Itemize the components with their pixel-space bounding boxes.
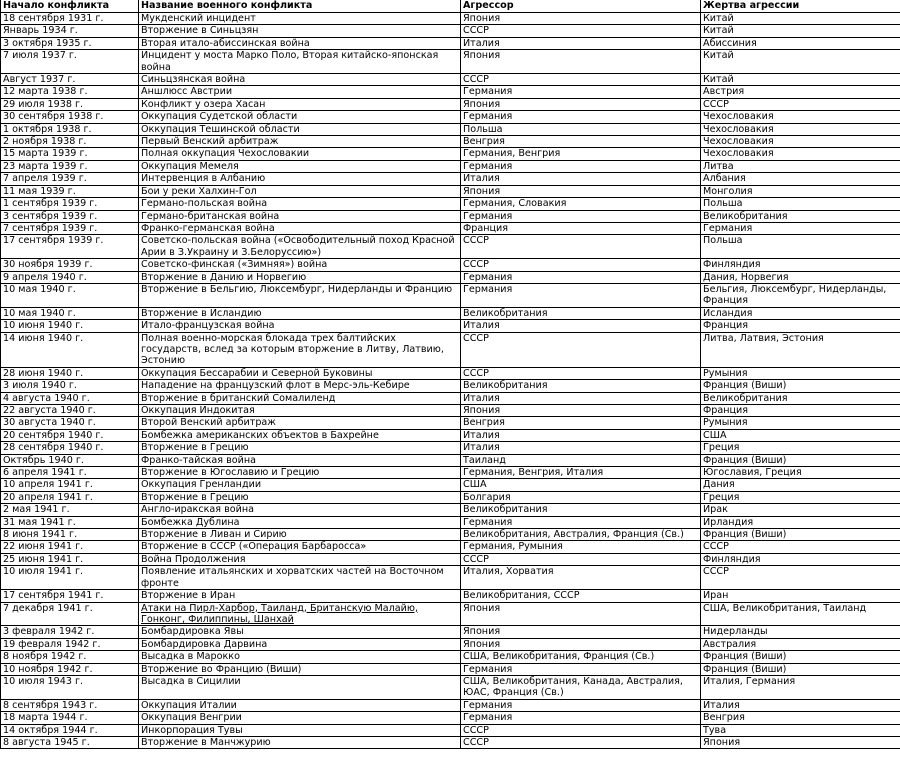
table-row	[1, 332, 900, 367]
cell-victim: СССР	[701, 98, 900, 110]
cell-conflict-name: Бомбардировка Явы	[139, 626, 461, 638]
cell-start-date: 28 июня 1940 г.	[1, 367, 139, 379]
cell-start-date: Январь 1934 г.	[1, 25, 139, 37]
cell-conflict-name: Полная оккупация Чехословакии	[139, 148, 461, 160]
table-row	[1, 442, 900, 454]
cell-conflict-name: Аншлюсс Австрии	[139, 86, 461, 98]
table-row	[1, 566, 900, 590]
cell-start-date: 10 апреля 1941 г.	[1, 479, 139, 491]
table-row	[1, 602, 900, 626]
cell-start-date: 30 сентября 1938 г.	[1, 111, 139, 123]
cell-conflict-name: Вторжение в Югославию и Грецию	[139, 467, 461, 479]
table-row	[1, 417, 900, 429]
cell-victim: Югославия, Греция	[701, 467, 900, 479]
cell-aggressor: Германия	[461, 699, 701, 711]
cell-start-date: 4 августа 1940 г.	[1, 392, 139, 404]
table-body	[1, 13, 900, 749]
cell-aggressor: Италия	[461, 392, 701, 404]
table-row	[1, 541, 900, 553]
cell-victim: Франция (Виши)	[701, 651, 900, 663]
cell-aggressor: Германия, Румыния	[461, 541, 701, 553]
cell-start-date: 20 сентября 1940 г.	[1, 429, 139, 441]
cell-aggressor: Италия	[461, 442, 701, 454]
cell-aggressor: СССР	[461, 367, 701, 379]
cell-start-date: 30 ноября 1939 г.	[1, 259, 139, 271]
cell-conflict-name: Появление итальянских и хорватских частей на Восточном фронте	[139, 566, 461, 590]
table-row	[1, 86, 900, 98]
cell-victim: Чехословакия	[701, 136, 900, 148]
table-row	[1, 736, 900, 748]
cell-aggressor: Германия	[461, 283, 701, 307]
cell-conflict-name: Оккупация Бессарабии и Северной Буковины	[139, 367, 461, 379]
table-row	[1, 173, 900, 185]
header-row	[1, 0, 900, 13]
cell-conflict-name: Инкорпорация Тувы	[139, 724, 461, 736]
cell-aggressor: Германия, Венгрия	[461, 148, 701, 160]
cell-start-date: 8 июня 1941 г.	[1, 529, 139, 541]
cell-victim: Франция (Виши)	[701, 663, 900, 675]
cell-victim: Китай	[701, 50, 900, 74]
cell-victim: Албания	[701, 173, 900, 185]
cell-conflict-name: Война Продолжения	[139, 553, 461, 565]
cell-aggressor: Великобритания, СССР	[461, 590, 701, 602]
cell-conflict-name: Нападение на французский флот в Мерс-эль-Кебире	[139, 380, 461, 392]
cell-start-date: 1 сентября 1939 г.	[1, 198, 139, 210]
cell-aggressor: Италия, Хорватия	[461, 566, 701, 590]
cell-victim: Чехословакия	[701, 148, 900, 160]
cell-start-date: 3 февраля 1942 г.	[1, 626, 139, 638]
cell-victim: Финляндия	[701, 553, 900, 565]
cell-conflict-name: Вторжение в СССР («Операция Барбаросса»	[139, 541, 461, 553]
cell-conflict-name: Инцидент у моста Марко Поло, Вторая китайско-японская война	[139, 50, 461, 74]
cell-aggressor: Германия	[461, 663, 701, 675]
cell-start-date: 8 сентября 1943 г.	[1, 699, 139, 711]
cell-aggressor: Великобритания, Австралия, Франция (Св.)	[461, 529, 701, 541]
cell-conflict-name: Вторжение в Иран	[139, 590, 461, 602]
cell-victim: Чехословакия	[701, 123, 900, 135]
cell-aggressor: США, Великобритания, Франция (Св.)	[461, 651, 701, 663]
cell-aggressor: Германия, Словакия	[461, 198, 701, 210]
cell-victim: Германия	[701, 222, 900, 234]
cell-conflict-name: Вторжение в британский Сомалиленд	[139, 392, 461, 404]
cell-victim: Венгрия	[701, 712, 900, 724]
table-row	[1, 148, 900, 160]
table-row	[1, 491, 900, 503]
cell-aggressor: Италия	[461, 173, 701, 185]
cell-start-date: 10 июля 1941 г.	[1, 566, 139, 590]
cell-victim: Австралия	[701, 638, 900, 650]
table-row	[1, 651, 900, 663]
header-conflict-name: Название военного конфликта	[139, 0, 461, 13]
table-row	[1, 271, 900, 283]
table-row	[1, 25, 900, 37]
cell-conflict-name: Оккупация Италии	[139, 699, 461, 711]
cell-start-date: 17 сентября 1941 г.	[1, 590, 139, 602]
table-row	[1, 13, 900, 25]
cell-victim: Франция (Виши)	[701, 380, 900, 392]
cell-conflict-name: Вторжение в Данию и Норвегию	[139, 271, 461, 283]
table-row	[1, 307, 900, 319]
cell-start-date: 17 сентября 1939 г.	[1, 235, 139, 259]
cell-start-date: 9 апреля 1940 г.	[1, 271, 139, 283]
table-row	[1, 712, 900, 724]
cell-conflict-name: Германо-британская война	[139, 210, 461, 222]
cell-conflict-name: Вторжение в Грецию	[139, 491, 461, 503]
cell-victim: Ирландия	[701, 516, 900, 528]
cell-start-date: 10 мая 1940 г.	[1, 307, 139, 319]
table-row	[1, 283, 900, 307]
table-row	[1, 479, 900, 491]
cell-aggressor: СССР	[461, 736, 701, 748]
cell-conflict-name: Высадка в Сицилии	[139, 675, 461, 699]
cell-victim: Франция (Виши)	[701, 454, 900, 466]
cell-aggressor: Франция	[461, 222, 701, 234]
table-row	[1, 392, 900, 404]
cell-victim: Великобритания	[701, 392, 900, 404]
cell-aggressor: США	[461, 479, 701, 491]
table-row	[1, 724, 900, 736]
cell-victim: Финляндия	[701, 259, 900, 271]
cell-conflict-name: Германо-польская война	[139, 198, 461, 210]
cell-start-date: 28 сентября 1940 г.	[1, 442, 139, 454]
table-header	[1, 0, 900, 13]
cell-start-date: Август 1937 г.	[1, 74, 139, 86]
cell-start-date: 2 ноября 1938 г.	[1, 136, 139, 148]
cell-start-date: 18 марта 1944 г.	[1, 712, 139, 724]
cell-victim: Тува	[701, 724, 900, 736]
cell-conflict-name: Второй Венский арбитраж	[139, 417, 461, 429]
cell-victim: Япония	[701, 736, 900, 748]
cell-start-date: 30 августа 1940 г.	[1, 417, 139, 429]
table-row	[1, 320, 900, 332]
cell-conflict-name: Первый Венский арбитраж	[139, 136, 461, 148]
cell-victim: Румыния	[701, 367, 900, 379]
table-row	[1, 50, 900, 74]
cell-aggressor: СССР	[461, 235, 701, 259]
table-row	[1, 111, 900, 123]
cell-aggressor: Венгрия	[461, 136, 701, 148]
table-row	[1, 454, 900, 466]
cell-conflict-name: Вторжение в Синьцзян	[139, 25, 461, 37]
cell-start-date: 14 июня 1940 г.	[1, 332, 139, 367]
cell-start-date: 10 ноября 1942 г.	[1, 663, 139, 675]
cell-conflict-name: Оккупация Гренландии	[139, 479, 461, 491]
cell-aggressor: Япония	[461, 638, 701, 650]
cell-start-date: 31 мая 1941 г.	[1, 516, 139, 528]
cell-start-date: 3 октября 1935 г.	[1, 37, 139, 49]
cell-victim: СССР	[701, 566, 900, 590]
cell-victim: Польша	[701, 235, 900, 259]
cell-aggressor: Япония	[461, 626, 701, 638]
header-aggressor: Агрессор	[461, 0, 701, 13]
cell-aggressor: Германия	[461, 86, 701, 98]
table-row	[1, 529, 900, 541]
cell-start-date: 1 октября 1938 г.	[1, 123, 139, 135]
cell-conflict-name: Синьцзянская война	[139, 74, 461, 86]
cell-conflict-name: Вторжение во Францию (Виши)	[139, 663, 461, 675]
cell-victim: США, Великобритания, Таиланд	[701, 602, 900, 626]
table-row	[1, 198, 900, 210]
cell-victim: Италия	[701, 699, 900, 711]
table-row	[1, 699, 900, 711]
table-row	[1, 516, 900, 528]
cell-conflict-name: Бомбардировка Дарвина	[139, 638, 461, 650]
cell-conflict-name: Вторжение в Грецию	[139, 442, 461, 454]
header-start-date: Начало конфликта	[1, 0, 139, 13]
cell-start-date: 18 сентября 1931 г.	[1, 13, 139, 25]
cell-aggressor: Германия	[461, 111, 701, 123]
cell-aggressor: Италия	[461, 320, 701, 332]
header-victim: Жертва агрессии	[701, 0, 900, 13]
cell-conflict-name: Англо-иракская война	[139, 504, 461, 516]
cell-victim: Франция (Виши)	[701, 529, 900, 541]
cell-start-date: 25 июня 1941 г.	[1, 553, 139, 565]
table-row	[1, 553, 900, 565]
cell-aggressor: СССР	[461, 553, 701, 565]
cell-start-date: Октябрь 1940 г.	[1, 454, 139, 466]
cell-victim: Франция	[701, 405, 900, 417]
cell-victim: США	[701, 429, 900, 441]
cell-conflict-name: Франко-германская война	[139, 222, 461, 234]
cell-aggressor: Япония	[461, 50, 701, 74]
cell-start-date: 19 февраля 1942 г.	[1, 638, 139, 650]
cell-aggressor: Япония	[461, 98, 701, 110]
cell-aggressor: Венгрия	[461, 417, 701, 429]
cell-conflict-name: Оккупация Индокитая	[139, 405, 461, 417]
cell-conflict-name: Оккупация Мемеля	[139, 160, 461, 172]
cell-start-date: 15 марта 1939 г.	[1, 148, 139, 160]
cell-aggressor: Япония	[461, 602, 701, 626]
cell-aggressor: Германия	[461, 271, 701, 283]
table-row	[1, 380, 900, 392]
cell-conflict-name: Бомбежка американских объектов в Бахрейне	[139, 429, 461, 441]
table-row	[1, 405, 900, 417]
cell-victim: Иран	[701, 590, 900, 602]
cell-conflict-name: Советско-финская («Зимняя») война	[139, 259, 461, 271]
cell-conflict-name: Бои у реки Халхин-Гол	[139, 185, 461, 197]
cell-start-date: 7 декабря 1941 г.	[1, 602, 139, 626]
cell-victim: Франция	[701, 320, 900, 332]
table-row	[1, 367, 900, 379]
table-row	[1, 590, 900, 602]
cell-aggressor: Таиланд	[461, 454, 701, 466]
cell-aggressor: СССР	[461, 259, 701, 271]
cell-victim: Польша	[701, 198, 900, 210]
table-row	[1, 74, 900, 86]
cell-conflict-name: Вторая итало-абиссинская война	[139, 37, 461, 49]
cell-aggressor: Италия	[461, 429, 701, 441]
cell-conflict-name: Интервенция в Албанию	[139, 173, 461, 185]
cell-victim: Бельгия, Люксембург, Нидерланды, Франция	[701, 283, 900, 307]
cell-conflict-name: Франко-тайская война	[139, 454, 461, 466]
cell-conflict-name: Оккупация Тешинской области	[139, 123, 461, 135]
table-row	[1, 235, 900, 259]
cell-start-date: 10 июня 1940 г.	[1, 320, 139, 332]
cell-aggressor: Великобритания	[461, 504, 701, 516]
cell-start-date: 10 мая 1940 г.	[1, 283, 139, 307]
cell-start-date: 8 августа 1945 г.	[1, 736, 139, 748]
cell-aggressor: Япония	[461, 13, 701, 25]
cell-start-date: 12 марта 1938 г.	[1, 86, 139, 98]
cell-aggressor: Польша	[461, 123, 701, 135]
cell-aggressor: Болгария	[461, 491, 701, 503]
cell-conflict-name: Оккупация Судетской области	[139, 111, 461, 123]
cell-start-date: 7 сентября 1939 г.	[1, 222, 139, 234]
cell-victim: Нидерланды	[701, 626, 900, 638]
cell-start-date: 2 мая 1941 г.	[1, 504, 139, 516]
cell-conflict-name: Итало-французская война	[139, 320, 461, 332]
cell-aggressor: США, Великобритания, Канада, Австралия, ЮАС, Франция (Св.)	[461, 675, 701, 699]
cell-conflict-name: Конфликт у озера Хасан	[139, 98, 461, 110]
cell-start-date: 3 июля 1940 г.	[1, 380, 139, 392]
table-row	[1, 504, 900, 516]
cell-victim: Великобритания	[701, 210, 900, 222]
cell-start-date: 22 августа 1940 г.	[1, 405, 139, 417]
cell-victim: Греция	[701, 491, 900, 503]
cell-victim: Чехословакия	[701, 111, 900, 123]
cell-conflict-name: Вторжение в Бельгию, Люксембург, Нидерланды и Францию	[139, 283, 461, 307]
cell-start-date: 11 мая 1939 г.	[1, 185, 139, 197]
cell-conflict-name: Оккупация Венгрии	[139, 712, 461, 724]
cell-victim: СССР	[701, 541, 900, 553]
cell-aggressor: СССР	[461, 332, 701, 367]
cell-victim: Китай	[701, 13, 900, 25]
cell-aggressor: Великобритания	[461, 307, 701, 319]
table-row	[1, 123, 900, 135]
cell-victim: Ирак	[701, 504, 900, 516]
cell-victim: Дания, Норвегия	[701, 271, 900, 283]
table-row	[1, 429, 900, 441]
cell-aggressor: Германия, Венгрия, Италия	[461, 467, 701, 479]
cell-aggressor: Япония	[461, 185, 701, 197]
cell-aggressor: Германия	[461, 160, 701, 172]
cell-aggressor: СССР	[461, 74, 701, 86]
cell-start-date: 7 апреля 1939 г.	[1, 173, 139, 185]
table-row	[1, 210, 900, 222]
table-row	[1, 37, 900, 49]
cell-victim: Румыния	[701, 417, 900, 429]
table-row	[1, 185, 900, 197]
cell-aggressor: Германия	[461, 712, 701, 724]
cell-victim: Абиссиния	[701, 37, 900, 49]
cell-aggressor: Япония	[461, 405, 701, 417]
cell-victim: Дания	[701, 479, 900, 491]
cell-conflict-name: Вторжение в Манчжурию	[139, 736, 461, 748]
cell-victim: Литва	[701, 160, 900, 172]
cell-victim: Австрия	[701, 86, 900, 98]
table-row	[1, 160, 900, 172]
table-row	[1, 663, 900, 675]
cell-start-date: 10 июля 1943 г.	[1, 675, 139, 699]
cell-start-date: 14 октября 1944 г.	[1, 724, 139, 736]
cell-start-date: 20 апреля 1941 г.	[1, 491, 139, 503]
cell-conflict-name: Советско-польская война («Освободительный поход Красной Арии в З.Украину и З.Белоруссию»)	[139, 235, 461, 259]
cell-conflict-name: Мукденский инцидент	[139, 13, 461, 25]
cell-start-date: 29 июля 1938 г.	[1, 98, 139, 110]
cell-start-date: 6 апреля 1941 г.	[1, 467, 139, 479]
cell-victim: Греция	[701, 442, 900, 454]
cell-victim: Китай	[701, 74, 900, 86]
table-row	[1, 259, 900, 271]
cell-victim: Литва, Латвия, Эстония	[701, 332, 900, 367]
table-row	[1, 136, 900, 148]
cell-victim: Италия, Германия	[701, 675, 900, 699]
cell-conflict-name: Бомбежка Дублина	[139, 516, 461, 528]
table-row	[1, 626, 900, 638]
cell-start-date: 7 июля 1937 г.	[1, 50, 139, 74]
cell-start-date: 23 марта 1939 г.	[1, 160, 139, 172]
cell-conflict-name: Вторжение в Исландию	[139, 307, 461, 319]
cell-conflict-name: Атаки на Пирл-Харбор, Таиланд, Британскую Малайю, Гонконг, Филиппины, Шанхай	[139, 602, 461, 626]
table-row	[1, 222, 900, 234]
cell-conflict-name: Полная военно-морская блокада трех балтийских государств, вслед за которым вторжение в Литву, Латвию, Эстонию	[139, 332, 461, 367]
table-row	[1, 675, 900, 699]
cell-conflict-name: Высадка в Марокко	[139, 651, 461, 663]
cell-aggressor: Германия	[461, 516, 701, 528]
cell-aggressor: СССР	[461, 25, 701, 37]
table-row	[1, 638, 900, 650]
cell-victim: Монголия	[701, 185, 900, 197]
cell-start-date: 22 июня 1941 г.	[1, 541, 139, 553]
cell-aggressor: Великобритания	[461, 380, 701, 392]
cell-aggressor: Германия	[461, 210, 701, 222]
cell-aggressor: Италия	[461, 37, 701, 49]
cell-victim: Китай	[701, 25, 900, 37]
cell-conflict-name: Вторжение в Ливан и Сирию	[139, 529, 461, 541]
table-row	[1, 98, 900, 110]
cell-start-date: 8 ноября 1942 г.	[1, 651, 139, 663]
cell-aggressor: СССР	[461, 724, 701, 736]
cell-start-date: 3 сентября 1939 г.	[1, 210, 139, 222]
cell-victim: Исландия	[701, 307, 900, 319]
table-row	[1, 467, 900, 479]
